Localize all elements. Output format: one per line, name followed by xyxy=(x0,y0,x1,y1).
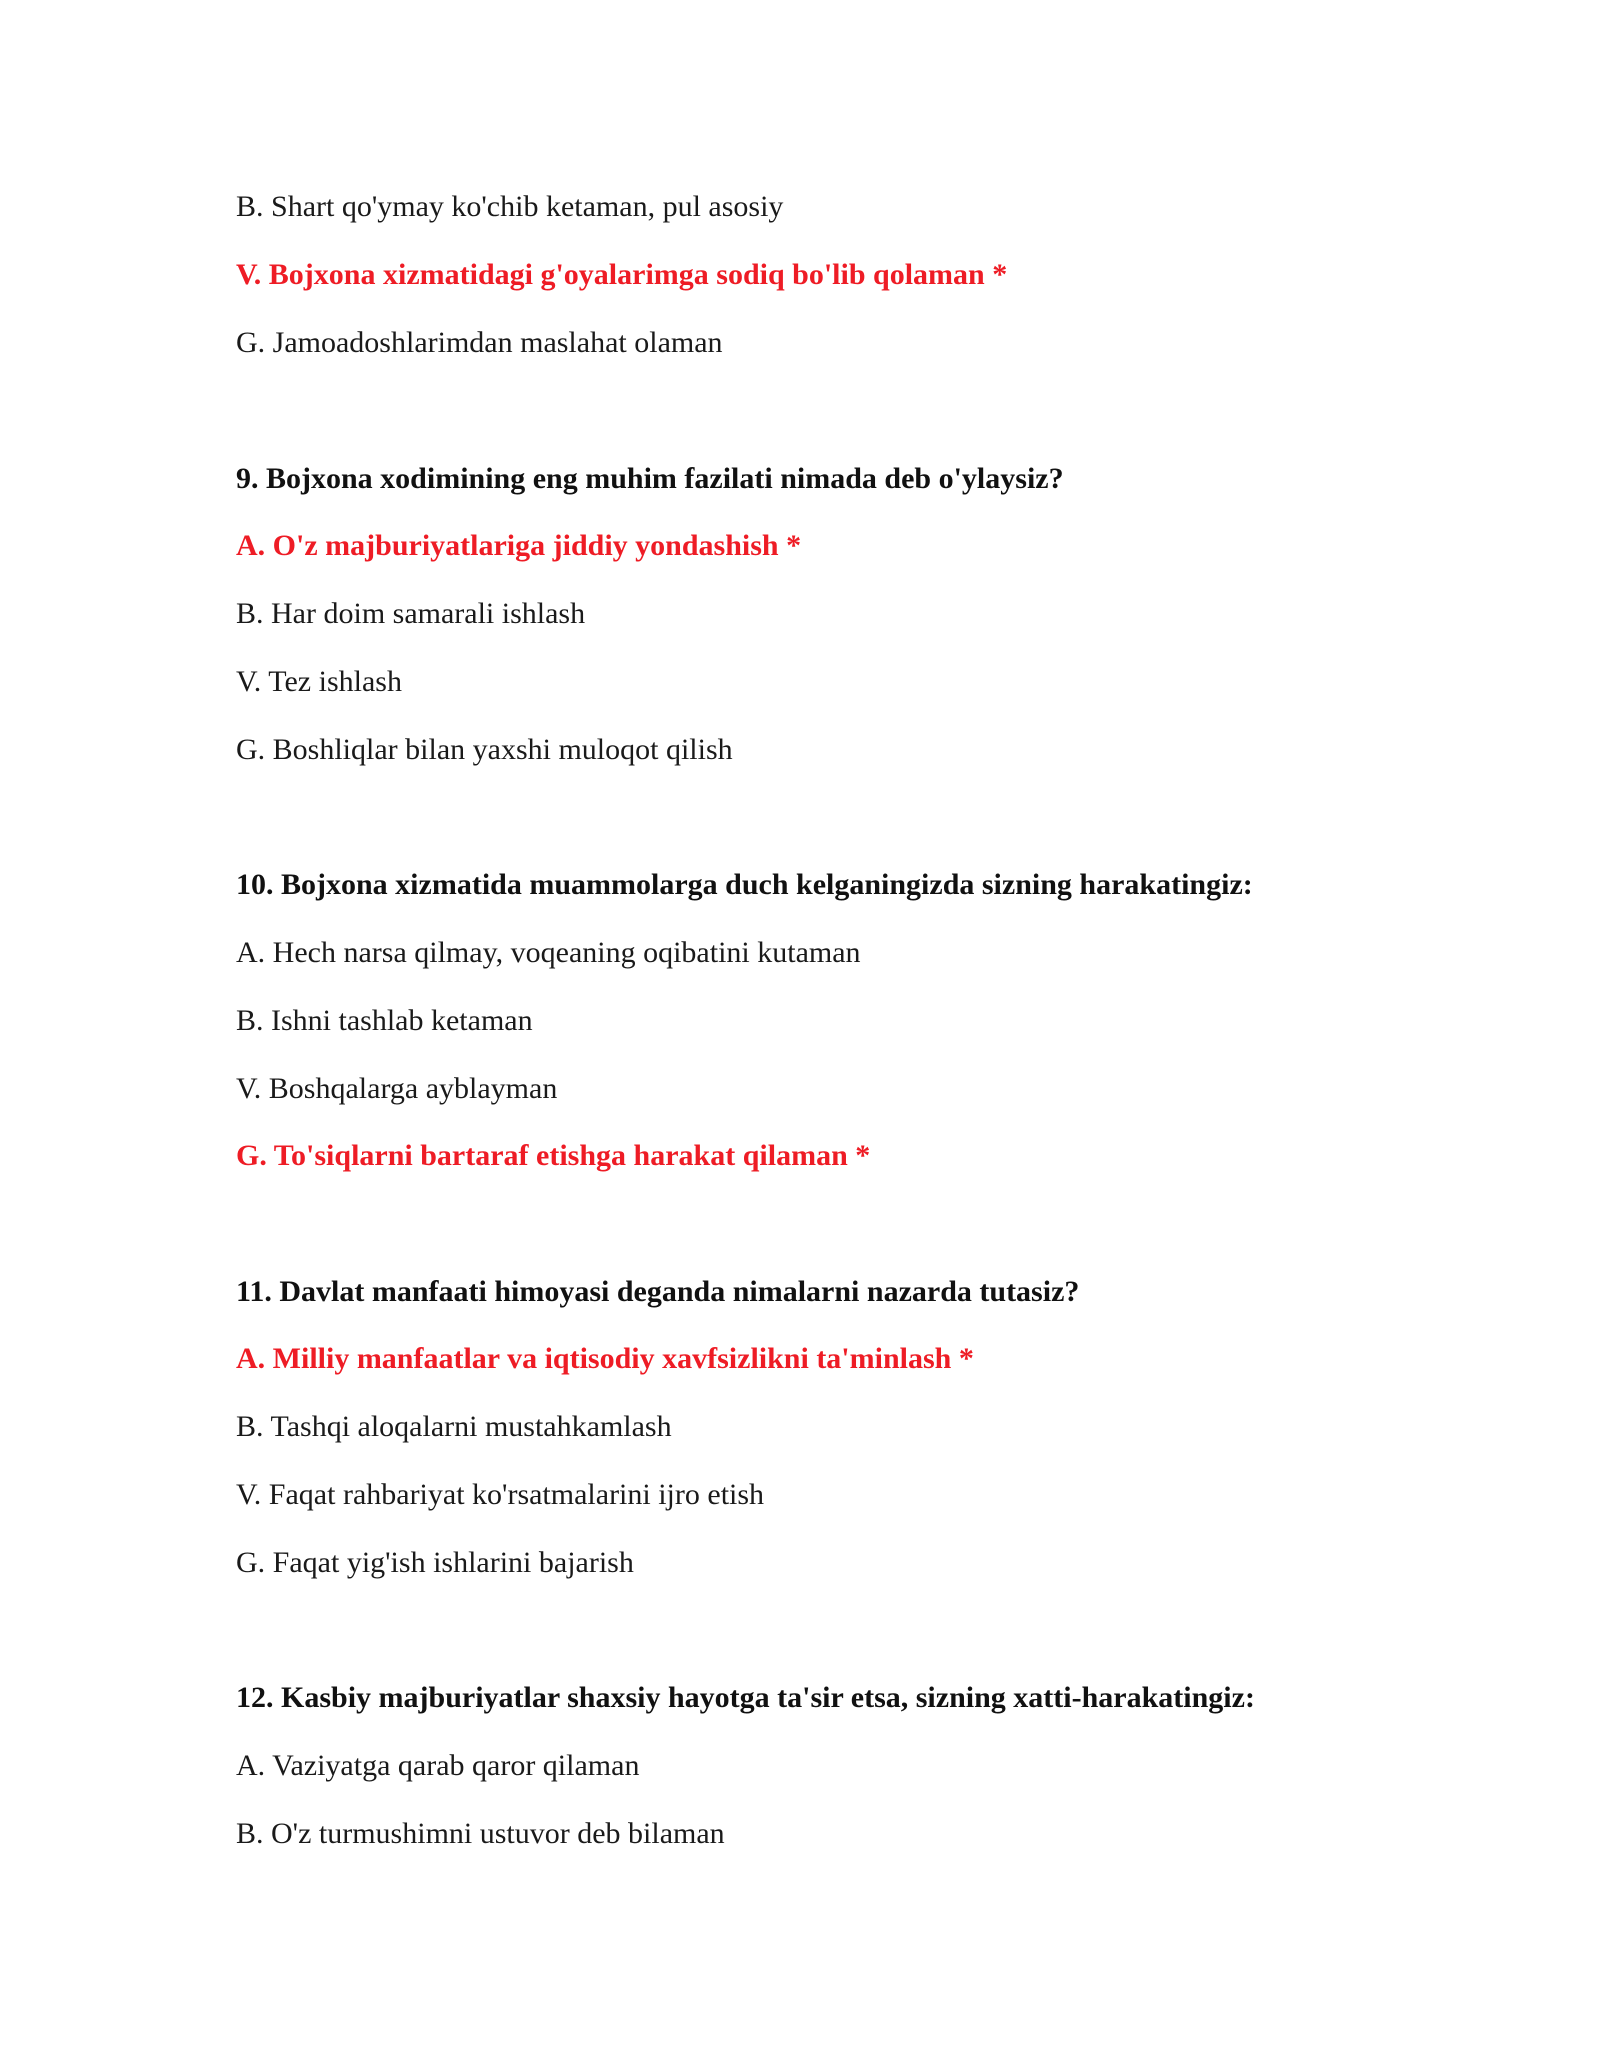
question-12: 12. Kasbiy majburiyatlar shaxsiy hayotga ta'sir etsa, sizning xatti-harakatingiz: xyxy=(236,1681,1255,1714)
option-10-g-correct: G. To'siqlarni bartaraf etishga harakat qilaman * xyxy=(236,1139,871,1172)
option-8-g: G. Jamoadoshlarimdan maslahat olaman xyxy=(236,326,723,359)
option-11-v: V. Faqat rahbariyat ko'rsatmalarini ijro etish xyxy=(236,1478,765,1511)
option-10-a: A. Hech narsa qilmay, voqeaning oqibatini kutaman xyxy=(236,936,861,969)
option-9-v: V. Tez ishlash xyxy=(236,665,402,698)
option-8-v-correct: V. Bojxona xizmatidagi g'oyalarimga sodiq bo'lib qolaman * xyxy=(236,258,1008,291)
option-11-a-correct: A. Milliy manfaatlar va iqtisodiy xavfsizlikni ta'minlash * xyxy=(236,1342,974,1375)
option-10-v: V. Boshqalarga ayblayman xyxy=(236,1072,558,1105)
option-12-b: B. O'z turmushimni ustuvor deb bilaman xyxy=(236,1817,725,1850)
option-11-g: G. Faqat yig'ish ishlarini bajarish xyxy=(236,1546,634,1579)
option-9-g: G. Boshliqlar bilan yaxshi muloqot qilish xyxy=(236,733,733,766)
question-9: 9. Bojxona xodimining eng muhim fazilati nimada deb o'ylaysiz? xyxy=(236,462,1064,495)
question-11: 11. Davlat manfaati himoyasi deganda nimalarni nazarda tutasiz? xyxy=(236,1275,1080,1308)
option-12-a: A. Vaziyatga qarab qaror qilaman xyxy=(236,1749,640,1782)
option-10-b: B. Ishni tashlab ketaman xyxy=(236,1004,533,1037)
option-9-b: B. Har doim samarali ishlash xyxy=(236,597,586,630)
option-11-b: B. Tashqi aloqalarni mustahkamlash xyxy=(236,1410,672,1443)
option-8-b: B. Shart qo'ymay ko'chib ketaman, pul asosiy xyxy=(236,190,784,223)
question-10: 10. Bojxona xizmatida muammolarga duch kelganingizda sizning harakatingiz: xyxy=(236,868,1253,901)
option-9-a-correct: A. O'z majburiyatlariga jiddiy yondashish * xyxy=(236,529,802,562)
